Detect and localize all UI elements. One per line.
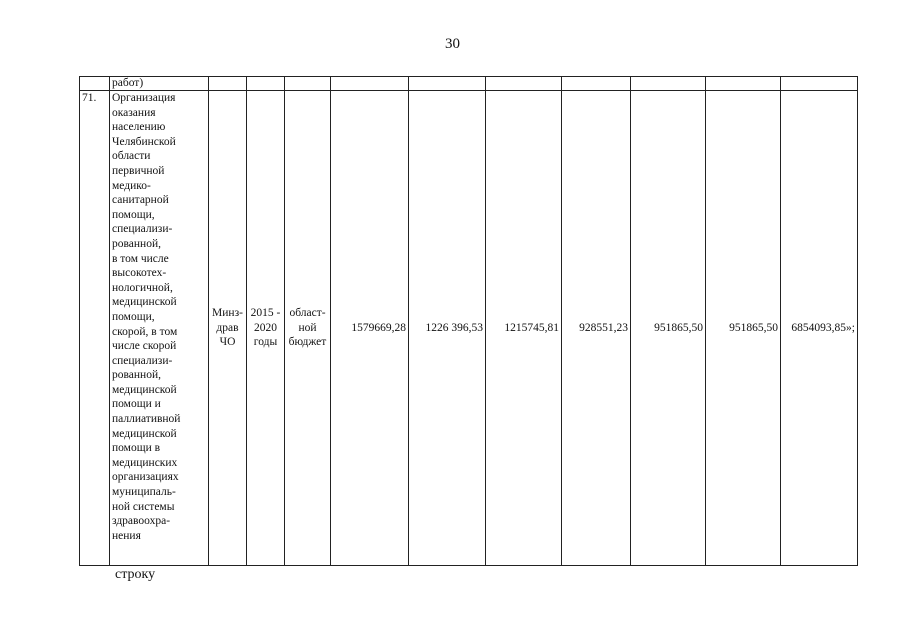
cell-value-prev (486, 77, 562, 91)
cell-value-prev (409, 77, 486, 91)
cell-value-prev (706, 77, 781, 91)
table-row (80, 77, 858, 91)
cell-source-prev (285, 77, 331, 91)
tail-text: строку (115, 567, 156, 582)
cell-value-prev (562, 77, 631, 91)
funding-source-cell: област- ной бюджет (285, 91, 331, 566)
table-row (80, 91, 858, 566)
cell-value-prev (631, 77, 706, 91)
value-cell: 928551,23 (562, 91, 631, 566)
value-cell: 1215745,81 (486, 91, 562, 566)
cell-value-prev (781, 77, 858, 91)
value-cell: 951865,50 (706, 91, 781, 566)
cell-period-prev (247, 77, 285, 91)
budget-table (79, 76, 858, 566)
cell-executor-prev (209, 77, 247, 91)
period-cell: 2015 - 2020 годы (247, 91, 285, 566)
cell-num-prev (80, 77, 110, 91)
cell-value-prev (331, 77, 409, 91)
value-cell: 1226 396,53 (409, 91, 486, 566)
cell-name-prev: работ) (110, 77, 209, 91)
executor-cell: Минз- драв ЧО (209, 91, 247, 566)
page-number: 30 (445, 36, 460, 52)
value-cell: 1579669,28 (331, 91, 409, 566)
row-number: 71. (80, 91, 110, 566)
total-value-cell: 6854093,85»; (781, 91, 858, 566)
value-cell: 951865,50 (631, 91, 706, 566)
activity-name: Организация оказания населению Челябинской области первичной медико- санитарной помощи, специализи- рованной, в том числе высокотех- нологичной, медицинской помощи, скорой, в том числе скорой специализи- рованной, медицинской помощи и паллиативной медицинской помощи в медицинских организациях муниципаль- ной системы здравоохра- нения (110, 91, 209, 566)
